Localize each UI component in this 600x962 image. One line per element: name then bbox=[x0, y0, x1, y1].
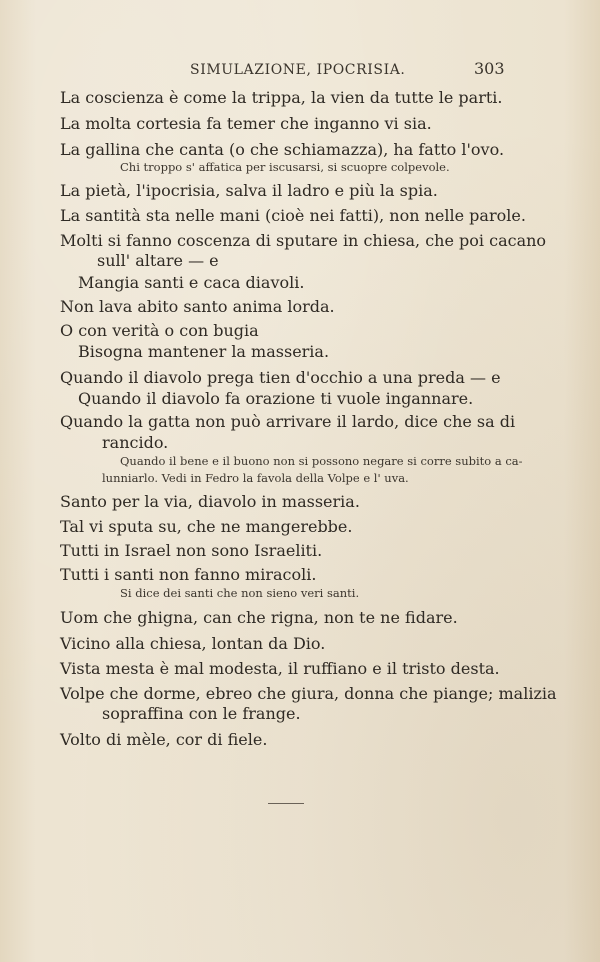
proverb-line: La pietà, l'ipocrisia, salva il ladro e più la spia. bbox=[60, 181, 438, 200]
proverb-line: Vicino alla chiesa, lontan da Dio. bbox=[60, 634, 326, 653]
proverb-line-continuation: sopraffina con le frange. bbox=[102, 704, 301, 723]
proverb-line: La gallina che canta (o che schiamazza), ha fatto l'ovo. bbox=[60, 140, 505, 159]
proverb-line: Quando la gatta non può arrivare il lardo, dice che sa di bbox=[60, 412, 516, 431]
proverb-line: Volto di mèle, cor di fiele. bbox=[60, 730, 268, 749]
proverb-line: Tutti in Israel non sono Israeliti. bbox=[60, 541, 323, 560]
proverb-line: Volpe che dorme, ebreo che giura, donna che piange; malizia bbox=[60, 684, 557, 703]
proverb-line: La santità sta nelle mani (cioè nei fatti), non nelle parole. bbox=[60, 206, 526, 225]
proverb-line: O con verità o con bugia bbox=[60, 321, 259, 340]
proverb-line: Santo per la via, diavolo in masseria. bbox=[60, 492, 360, 511]
proverb-line: Quando il diavolo fa orazione ti vuole ingannare. bbox=[78, 389, 474, 408]
proverb-line: Non lava abito santo anima lorda. bbox=[60, 297, 335, 316]
proverb-line: La coscienza è come la trippa, la vien da tutte le parti. bbox=[60, 88, 503, 107]
proverb-line: Tal vi sputa su, che ne mangerebbe. bbox=[60, 517, 353, 536]
proverb-line: Molti si fanno coscenza di sputare in chiesa, che poi cacano bbox=[60, 231, 547, 250]
proverb-line-continuation: sull' altare — e bbox=[97, 251, 219, 270]
page-header bbox=[0, 59, 600, 84]
footnote-line: lunniarlo. Vedi in Fedro la favola della Volpe e l' uva. bbox=[102, 471, 409, 485]
proverb-line: Bisogna mantener la masseria. bbox=[78, 342, 330, 361]
proverb-line-continuation: rancido. bbox=[102, 433, 169, 452]
footnote-line: Quando il bene e il buono non si possono negare si corre subito a ca- bbox=[120, 454, 523, 468]
running-head: SIMULAZIONE, IPOCRISIA. bbox=[190, 62, 406, 78]
proverb-line: Uom che ghigna, can che rigna, non te ne fidare. bbox=[60, 608, 458, 627]
proverb-line: La molta cortesia fa temer che inganno vi sia. bbox=[60, 114, 432, 133]
proverb-line: Quando il diavolo prega tien d'occhio a una preda — e bbox=[60, 368, 501, 387]
page-number: 303 bbox=[474, 59, 505, 78]
footnote-line: Si dice dei santi che non sieno veri santi. bbox=[120, 586, 360, 600]
proverb-line: Mangia santi e caca diavoli. bbox=[78, 273, 305, 292]
closing-rule bbox=[268, 803, 304, 804]
proverb-line: Tutti i santi non fanno miracoli. bbox=[60, 565, 317, 584]
footnote-line: Chi troppo s' affatica per iscusarsi, si scuopre colpevole. bbox=[120, 160, 450, 174]
proverb-line: Vista mesta è mal modesta, il ruffiano e il tristo desta. bbox=[60, 659, 500, 678]
